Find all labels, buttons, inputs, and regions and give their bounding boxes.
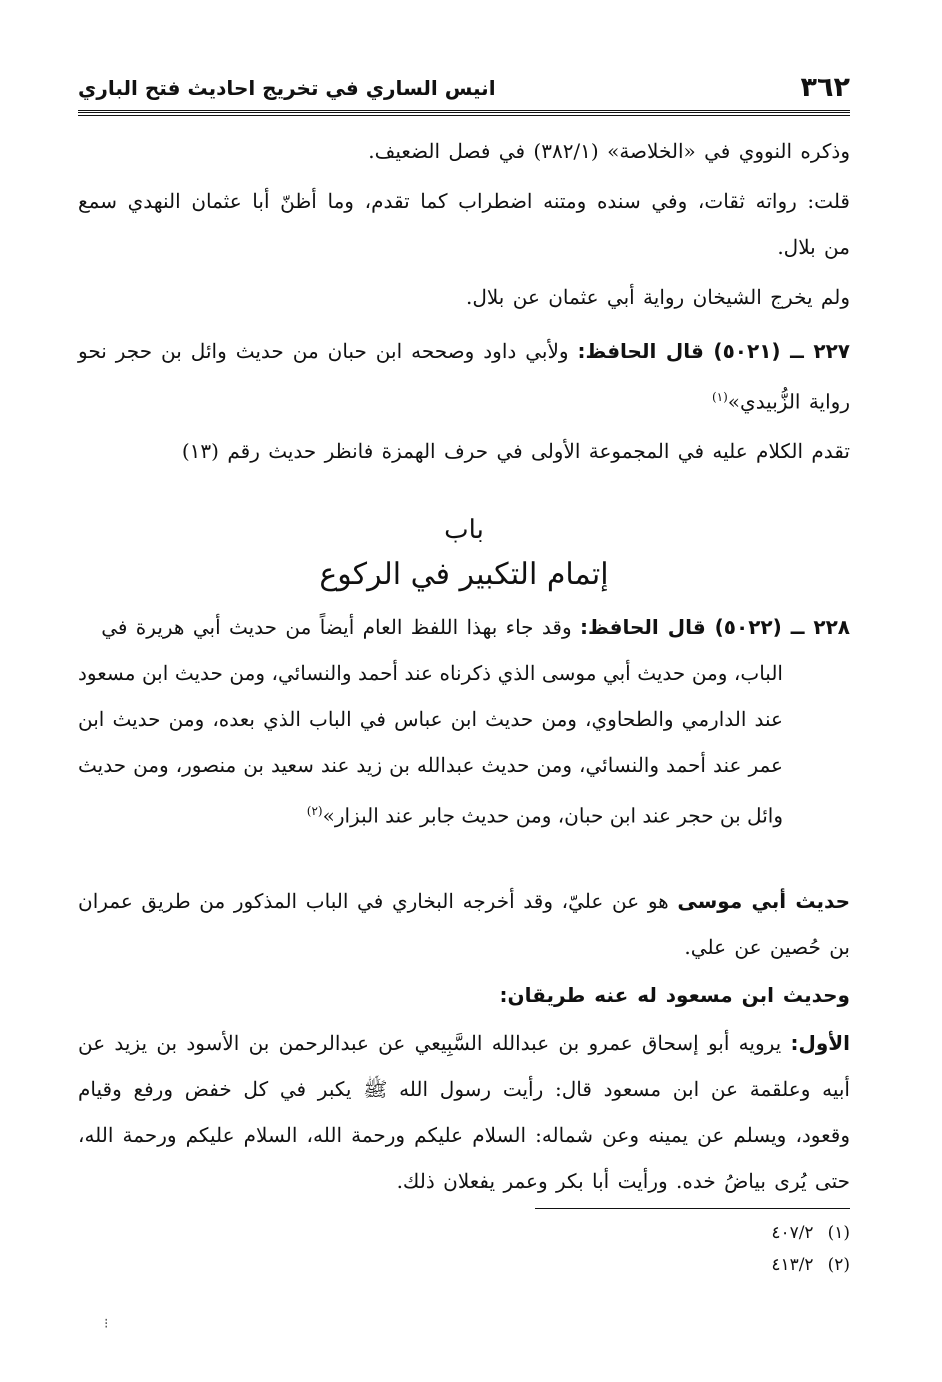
paragraph-taqaddam — [78, 428, 850, 474]
footnote-ref[interactable]: (١) — [711, 390, 728, 404]
paragraph-nawawi — [78, 128, 850, 174]
paragraph-awwal — [78, 1020, 850, 1204]
footnote-2 — [600, 1250, 850, 1280]
chapter-heading-bab: باب — [444, 515, 484, 545]
hadith-228-body — [78, 650, 783, 839]
paragraph-qultu — [78, 178, 850, 270]
paragraph-text: يرويه أبو إسحاق عمرو بن عبدالله السَّبِيعي عن عبدالرحمن بن الأسود بن يزيد عن أبيه وعلقمة عن ابن مسعود قال: رأيت رسول الله ﷺ يكبر في كل خفض ورفع وقيام وقعود، ويسلم عن يمينه وعن شماله: السلام عليكم ورحمة الله، السلام عليكم ورحمة الله، حتى يُرى بياضُ خده. ورأيت أبا بكر وعمر يفعلان ذلك. — [78, 1031, 850, 1193]
paragraph-ibn-masud — [78, 972, 850, 1018]
footnote-1 — [600, 1218, 850, 1248]
paragraph-text: وذكره النووي في «الخلاصة» (٣٨٢/١) في فصل الضعيف. — [368, 139, 850, 163]
hadith-text: وقد جاء بهذا اللفظ العام أيضاً من حديث أبي هريرة في — [101, 615, 580, 639]
header-rule — [78, 110, 850, 116]
hadith-text: الباب، ومن حديث أبي موسى الذي ذكرناه عند أحمد والنسائي، ومن حديث ابن مسعود عند الدارمي والطحاوي، ومن حديث ابن عباس في الباب الذي بعده، ومن حديث ابن عمر عند أحمد والنسائي، ومن حديث عبدالله بن زيد عند سعيد بن منصور، ومن حديث وائل بن حجر عند ابن حبان، ومن حديث جابر عند البزار» — [78, 661, 783, 828]
paragraph-text: تقدم الكلام عليه في المجموعة الأولى في حرف الهمزة فانظر حديث رقم (١٣) — [181, 439, 850, 463]
paragraph-abi-musa — [78, 878, 850, 970]
hadith-228-first-line — [78, 604, 850, 650]
bold-heading: وحديث ابن مسعود له عنه طريقان: — [499, 983, 850, 1007]
hadith-227 — [78, 328, 850, 425]
footnote-number: (٢) — [827, 1255, 850, 1275]
footnote-text: ٤٠٧/٢ — [771, 1223, 814, 1243]
margin-mark: ⁝ — [104, 1316, 109, 1332]
footnote-ref[interactable]: (٢) — [306, 804, 323, 818]
page-header — [78, 62, 850, 110]
hadith-number: ٢٢٧ ــ (٥٠٢١) قال الحافظ: — [577, 339, 850, 363]
footnote-rule — [535, 1208, 850, 1209]
paragraph-shaykhan — [78, 274, 850, 320]
hadith-text: ولأبي داود وصححه ابن حبان من حديث وائل بن حجر نحو رواية الزُّبيدي» — [78, 339, 850, 414]
paragraph-text: ولم يخرج الشيخان رواية أبي عثمان عن بلال. — [465, 285, 850, 309]
bold-lead: حديث أبي موسى — [677, 889, 850, 913]
running-title: انيس الساري في تخريج احاديث فتح الباري — [78, 76, 496, 100]
hadith-number: ٢٢٨ ــ (٥٠٢٢) قال الحافظ: — [579, 615, 850, 639]
footnote-text: ٤١٣/٢ — [771, 1255, 814, 1275]
chapter-title: إتمام التكبير في الركوع — [319, 557, 609, 592]
bold-lead: الأول: — [790, 1031, 850, 1055]
page-number: ٣٦٢ — [800, 72, 850, 103]
paragraph-text: قلت: رواته ثقات، وفي سنده ومتنه اضطراب كما تقدم، وما أظنّ أبا عثمان النهدي سمع من بلال. — [78, 189, 850, 259]
paragraph-text: هو عن عليّ، وقد أخرجه البخاري في الباب المذكور من طريق عمران بن حُصين عن علي. — [78, 889, 850, 959]
footnote-number: (١) — [827, 1223, 850, 1243]
